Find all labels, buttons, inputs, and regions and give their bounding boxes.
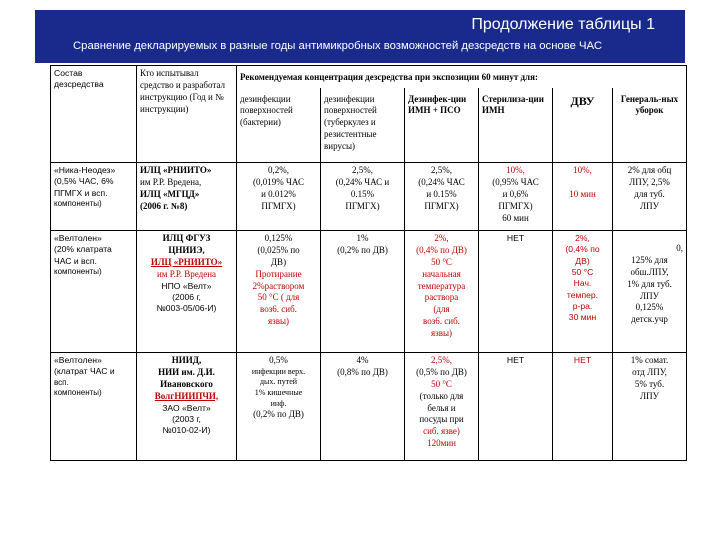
cell-surf-bact: 0,5% инфекции верх. дых. путей 1% кишечные инф. (0,2% по ДВ) bbox=[237, 353, 321, 461]
table-header-row bbox=[51, 66, 687, 88]
comparison-table bbox=[50, 65, 687, 461]
cell-imn: 2,5%, (0,5% по ДВ) 50 °С (только для белья и посуды при сиб. язве) 120мин bbox=[405, 353, 479, 461]
table-row bbox=[51, 231, 687, 353]
table-row bbox=[51, 163, 687, 231]
header-concentration-group: Рекомендуемая концентрация дезсредства при экспозиции 60 минут для: bbox=[237, 66, 687, 88]
cell-dvu: 10%, 10 мин bbox=[553, 163, 613, 231]
slide-title: Продолжение таблицы 1 bbox=[471, 16, 655, 33]
cell-steril: 10%, (0,95% ЧАС и 0,6% ПГМГХ) 60 мин bbox=[479, 163, 553, 231]
header-composition: Состав дезсредства bbox=[51, 66, 137, 163]
cell-who: НИИД, НИИ им. Д.И. Ивановского ВолгНИИПЧИ, ЗАО «Велт» (2003 г, №010-02-И) bbox=[137, 353, 237, 461]
cell-imn: 2%, (0,4% по ДВ) 50 °С начальная температура раствора (для воз6. сиб. язвы) bbox=[405, 231, 479, 353]
cell-general: 2% для обц ЛПУ, 2,5% для туб. ЛПУ bbox=[613, 163, 687, 231]
header-general: Генераль-ных уборок bbox=[613, 88, 687, 163]
table-row bbox=[51, 353, 687, 461]
cell-composition: «Велтолен» (клатрат ЧАС и всп. компоненты) bbox=[51, 353, 137, 461]
cell-steril: НЕТ bbox=[479, 231, 553, 353]
cell-dvu: 2%, (0,4% по ДВ) 50 °С Нач. темпер. р-ра. 30 мин bbox=[553, 231, 613, 353]
cell-surf-tb: 1% (0,2% по ДВ) bbox=[321, 231, 405, 353]
slide-header bbox=[35, 10, 685, 63]
cell-surf-bact: 0,2%, (0,019% ЧАС и 0.012% ПГМГХ) bbox=[237, 163, 321, 231]
cell-steril: НЕТ bbox=[479, 353, 553, 461]
cell-general: 0, 125% для обш.ЛПУ, 1% для туб. ЛПУ 0,125% детск.учр bbox=[613, 231, 687, 353]
header-steril: Стерилиза-ции ИМН bbox=[479, 88, 553, 163]
header-surf-tb: дезинфекции поверхностей (туберкулез и резистентные вирусы) bbox=[321, 88, 405, 163]
cell-who: ИЛЦ «РНИИТО» им Р.Р. Вредена, ИЛЦ «МГЦД» (2006 г. №8) bbox=[137, 163, 237, 231]
cell-who: ИЛЦ ФГУЗ ЦНИИЭ, ИЛЦ «РНИИТО» им Р.Р. Вредена НПО «Велт» (2006 г, №003-05/06-И) bbox=[137, 231, 237, 353]
header-surf-bact: дезинфекции поверхностей (бактерии) bbox=[237, 88, 321, 163]
slide-subtitle: Сравнение декларируемых в разные годы антимикробных возможностей дезсредств на основе ЧАС bbox=[73, 40, 602, 52]
cell-general: 1% сомат. отд ЛПУ, 5% туб. ЛПУ bbox=[613, 353, 687, 461]
header-imn: Дезинфек-ции ИМН + ПСО bbox=[405, 88, 479, 163]
cell-surf-tb: 2,5%, (0,24% ЧАС и 0.15% ПГМГХ) bbox=[321, 163, 405, 231]
header-who: Кто испытывал средство и разработал инструкцию (Год и № инструкции) bbox=[137, 66, 237, 163]
cell-surf-bact: 0,125% (0,025% по ДВ) Протирание 2%раствором 50 °С ( для воз6. сиб. язвы) bbox=[237, 231, 321, 353]
header-dvu: ДВУ bbox=[553, 88, 613, 163]
cell-composition: «Ника-Неодез» (0,5% ЧАС, 6% ПГМГХ и всп. компоненты) bbox=[51, 163, 137, 231]
cell-composition: «Велтолен» (20% клатрата ЧАС и всп. компоненты) bbox=[51, 231, 137, 353]
cell-imn: 2,5%, (0,24% ЧАС и 0.15% ПГМГХ) bbox=[405, 163, 479, 231]
cell-surf-tb: 4% (0,8% по ДВ) bbox=[321, 353, 405, 461]
cell-dvu: НЕТ bbox=[553, 353, 613, 461]
